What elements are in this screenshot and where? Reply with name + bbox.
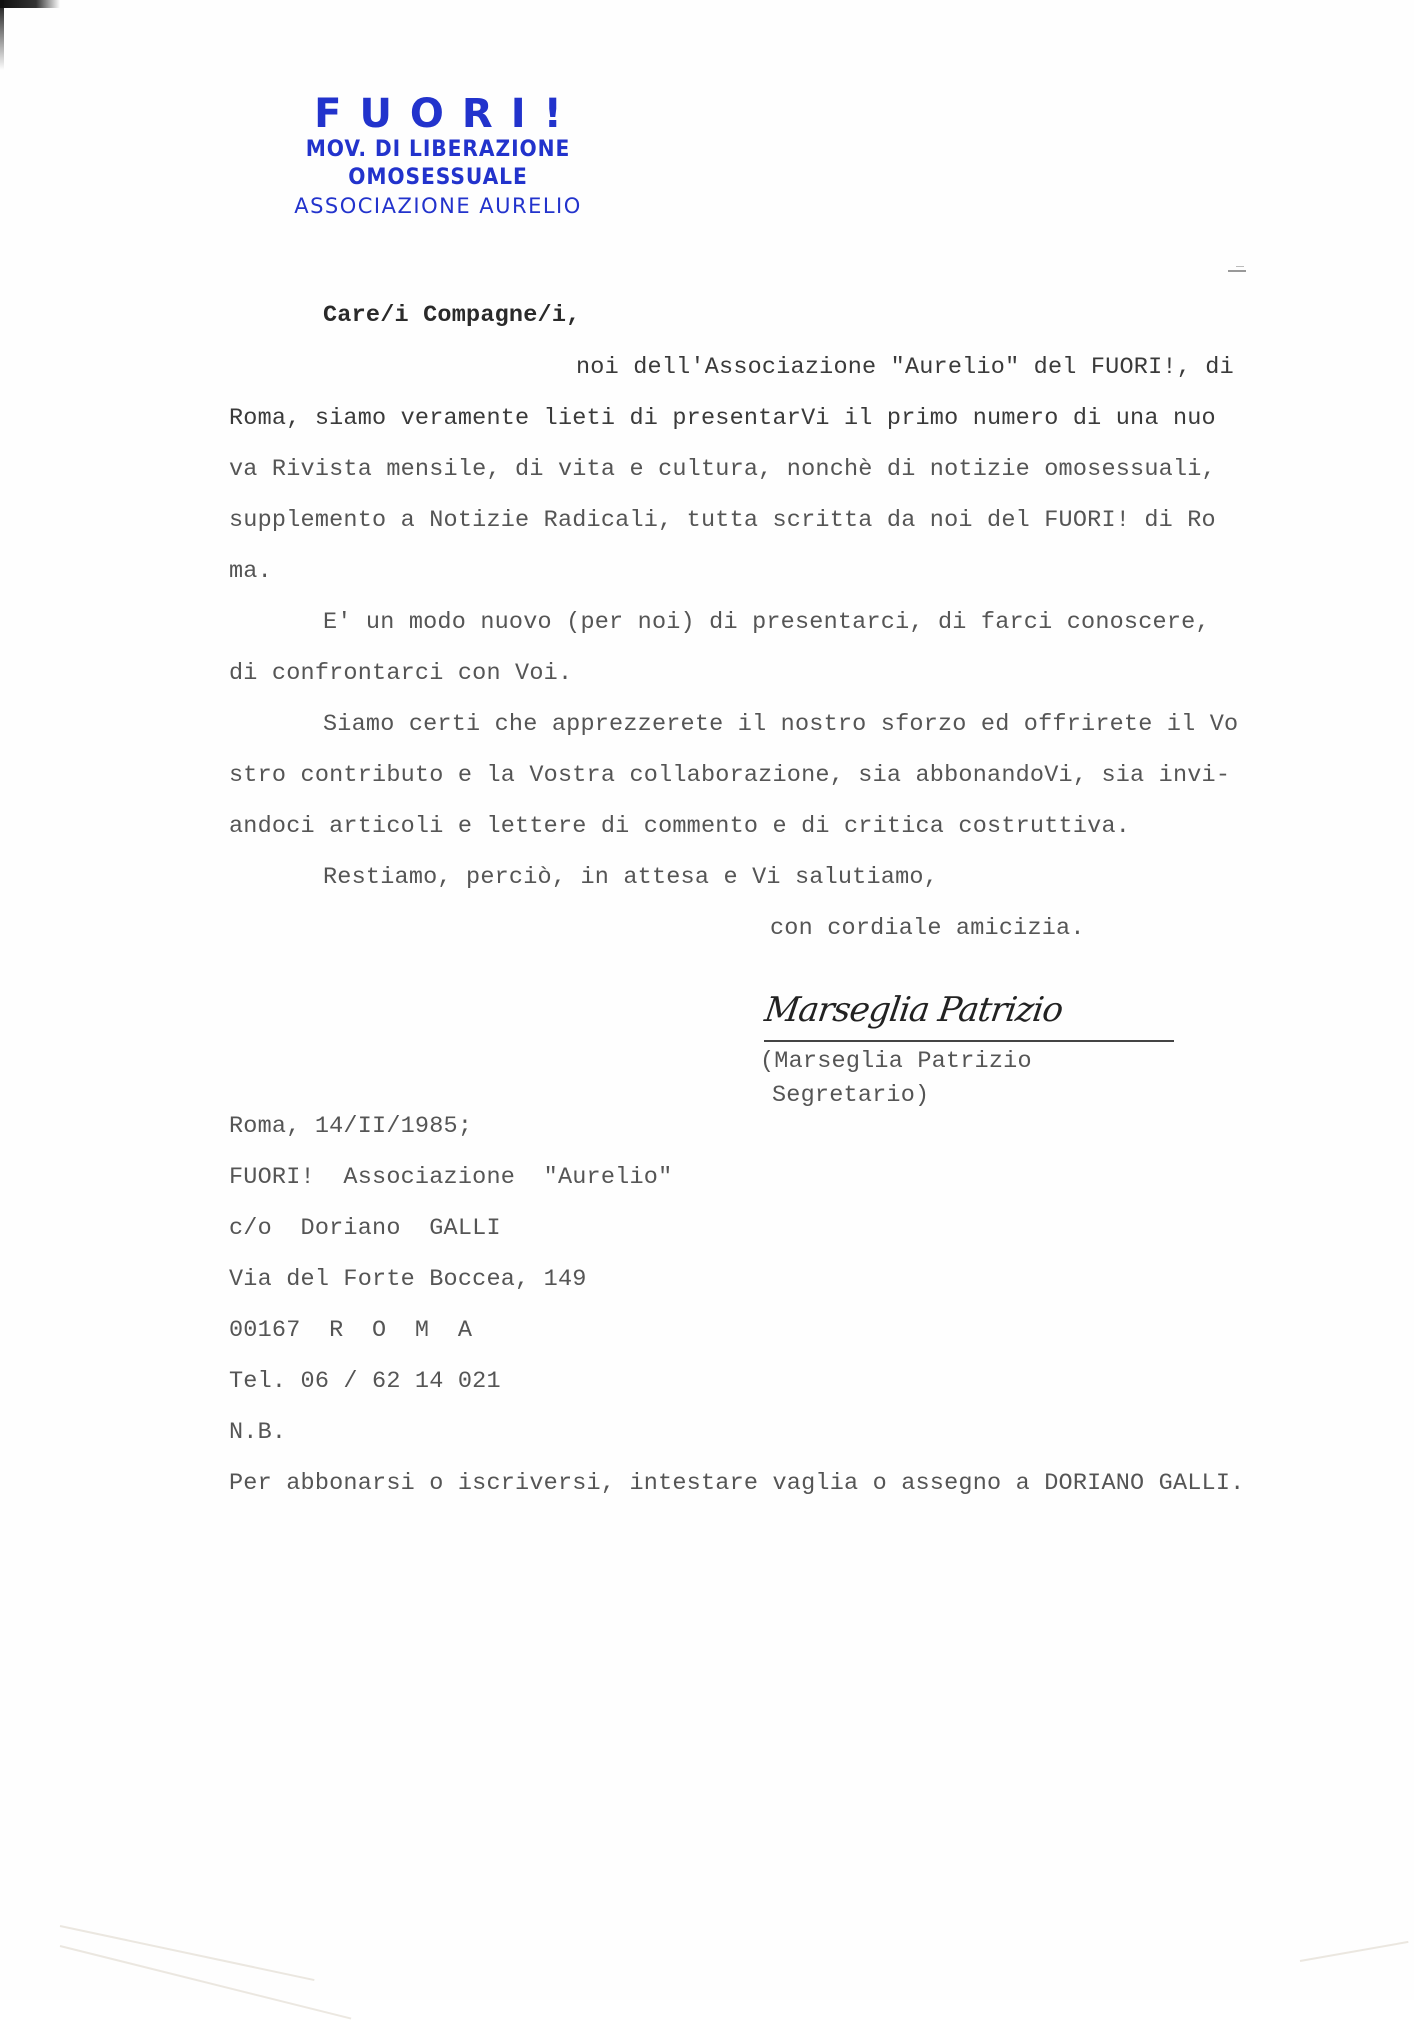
date-line: Roma, 14/II/1985; <box>229 1113 473 1140</box>
address-phone: Tel. 06 / 62 14 021 <box>229 1368 501 1395</box>
paragraph-line: va Rivista mensile, di vita e cultura, nonchè di notizie omosessuali, <box>229 456 1216 483</box>
salutation: Care/i Compagne/i, <box>323 302 581 329</box>
paragraph-line: di confrontarci con Voi. <box>229 660 573 687</box>
margin-mark <box>1236 266 1244 267</box>
stamp-title: FUORI! <box>314 91 580 137</box>
address-care-of: c/o Doriano GALLI <box>229 1215 501 1242</box>
stamp-association: ASSOCIAZIONE AURELIO <box>294 194 582 218</box>
signatory-name: (Marseglia Patrizio <box>760 1048 1032 1075</box>
paper-crease <box>1300 1941 1409 1962</box>
paragraph-line: ma. <box>229 558 272 585</box>
closing-line: Restiamo, perciò, in attesa e Vi salutiamo, <box>323 864 938 891</box>
scan-edge-shadow-vertical <box>0 0 4 70</box>
address-city: 00167 R O M A <box>229 1317 473 1344</box>
paragraph-line: supplemento a Notizie Radicali, tutta scritta da noi del FUORI! di Ro <box>229 507 1216 534</box>
stamp-subtitle: MOV. DI LIBERAZIONE OMOSESSUALE <box>305 137 571 190</box>
paragraph-line: stro contributo e la Vostra collaborazione, sia abbonandoVi, sia invi- <box>229 762 1231 789</box>
paragraph-line: noi dell'Associazione "Aurelio" del FUORI!, di <box>576 354 1234 381</box>
paragraph-line: Roma, siamo veramente lieti di presentarVi il primo numero di una nuo <box>229 405 1216 432</box>
scan-edge-shadow <box>0 0 60 8</box>
address-org: FUORI! Associazione "Aurelio" <box>229 1164 673 1191</box>
paragraph-line: E' un modo nuovo (per noi) di presentarci, di farci conoscere, <box>323 609 1210 636</box>
margin-mark <box>1228 270 1246 272</box>
handwritten-signature: Marseglia Patrizio <box>762 990 1065 1030</box>
paragraph-line: Siamo certi che apprezzerete il nostro sforzo ed offrirete il Vo <box>323 711 1239 738</box>
nb-text: Per abbonarsi o iscriversi, intestare vaglia o assegno a DORIANO GALLI. <box>229 1470 1245 1497</box>
signature-line <box>764 1040 1174 1042</box>
letterhead-stamp <box>228 92 648 220</box>
paper-crease <box>60 1925 315 1981</box>
closing: con cordiale amicizia. <box>770 915 1085 942</box>
paragraph-line: andoci articoli e lettere di commento e di critica costruttiva. <box>229 813 1131 840</box>
nb-label: N.B. <box>229 1419 287 1446</box>
signatory-role: Segretario) <box>772 1082 930 1109</box>
address-street: Via del Forte Boccea, 149 <box>229 1266 587 1293</box>
